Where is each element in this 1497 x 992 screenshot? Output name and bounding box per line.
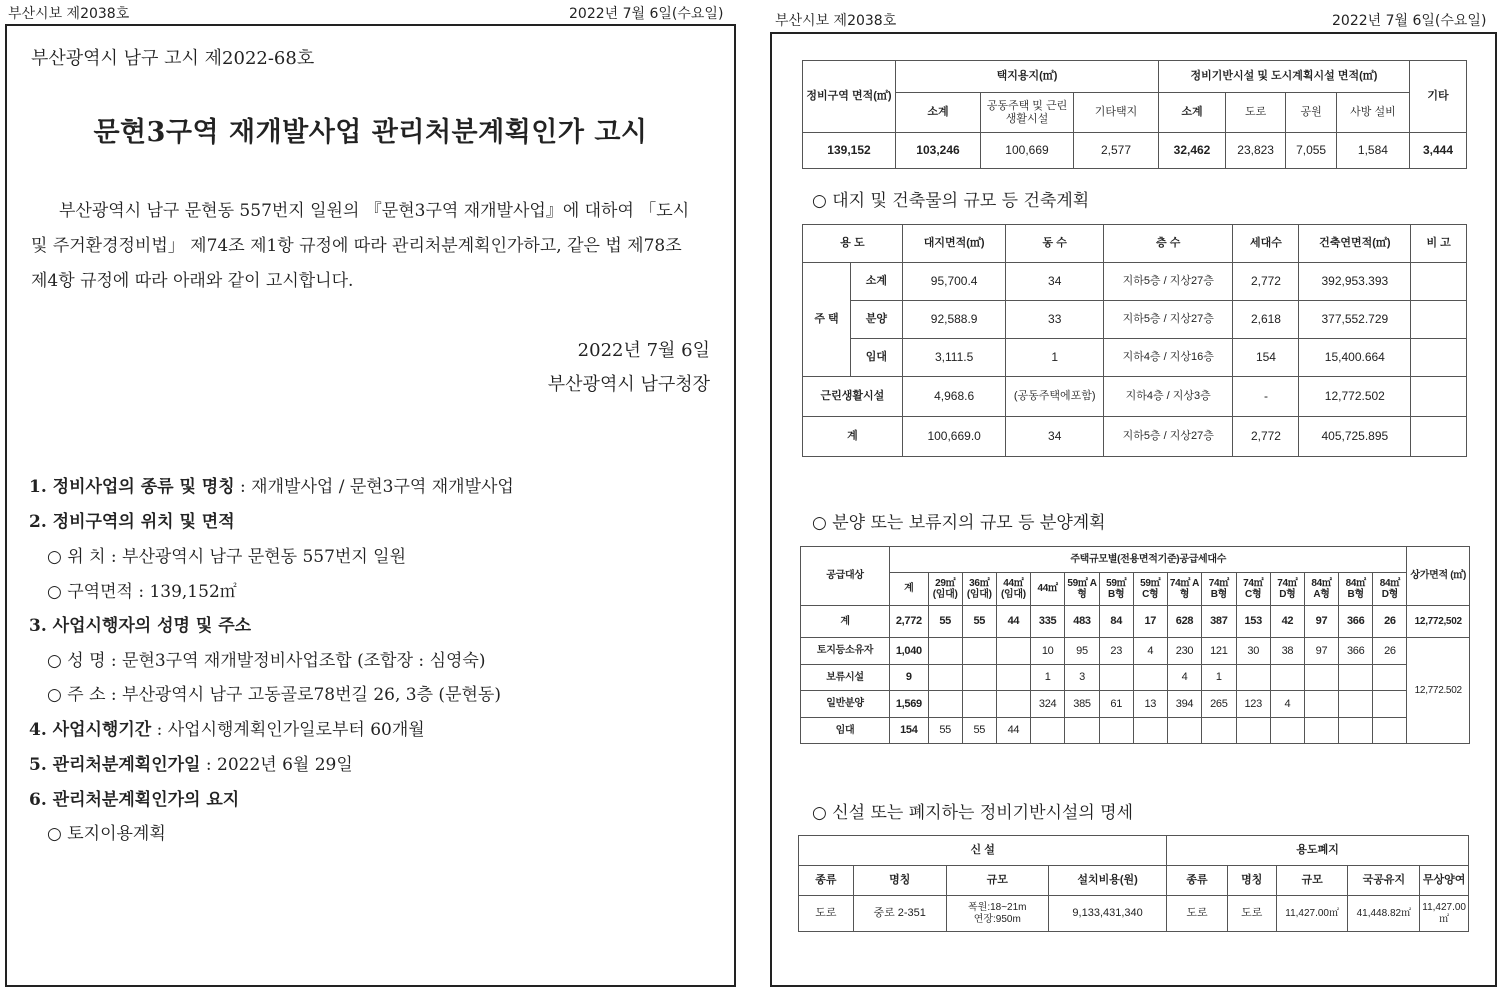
cell: 26 bbox=[1373, 605, 1407, 637]
sales-row bbox=[801, 717, 1470, 743]
cell: 3,111.5 bbox=[902, 339, 1006, 377]
cell: 366 bbox=[1339, 638, 1373, 664]
header-date: 2022년 7월 6일(수요일) bbox=[569, 6, 724, 22]
cell: 30 bbox=[1236, 638, 1270, 664]
row-label: 계 bbox=[801, 605, 890, 637]
cell: 지하5층 / 지상27층 bbox=[1103, 301, 1232, 339]
cell bbox=[962, 664, 996, 690]
cell: 41,448.82㎡ bbox=[1348, 896, 1420, 932]
cell: 1,584 bbox=[1336, 133, 1409, 169]
th: 용 도 bbox=[803, 225, 903, 263]
cell: 2,577 bbox=[1074, 133, 1159, 169]
th: 규모 bbox=[946, 866, 1048, 896]
cell bbox=[962, 638, 996, 664]
cell: 32,462 bbox=[1159, 133, 1226, 169]
cell bbox=[1339, 664, 1373, 690]
th-size: 84㎡ D형 bbox=[1373, 573, 1407, 606]
cell: 13 bbox=[1133, 691, 1167, 717]
cell: 4,968.6 bbox=[902, 377, 1006, 417]
th: 종류 bbox=[1167, 866, 1227, 896]
cell: 26 bbox=[1373, 638, 1407, 664]
sub-location: ○ 위 치 : 부산광역시 남구 문현동 557번지 일원 bbox=[47, 547, 406, 567]
body-line-3: 제4항 규정에 따라 아래와 같이 고시합니다. bbox=[31, 271, 354, 291]
cell: 38 bbox=[1270, 638, 1304, 664]
cell: 12,772.502 bbox=[1299, 377, 1411, 417]
th: 비 고 bbox=[1411, 225, 1467, 263]
cell: 55 bbox=[962, 605, 996, 637]
th-sub: 소계 bbox=[896, 93, 981, 133]
cell: 55 bbox=[928, 605, 962, 637]
header-publication: 부산시보 제2038호 bbox=[8, 6, 130, 22]
cell bbox=[1099, 664, 1133, 690]
cell: 2,772 bbox=[1233, 263, 1299, 301]
cell bbox=[1236, 717, 1270, 743]
cell: 483 bbox=[1065, 605, 1099, 637]
cell: 139,152 bbox=[803, 133, 896, 169]
cell bbox=[1411, 377, 1467, 417]
notice-issuer: 부산광역시 남구청장 bbox=[547, 374, 710, 395]
item-5: 5. 관리처분계획인가일 : 2022년 6월 29일 bbox=[29, 755, 353, 775]
left-page bbox=[5, 24, 736, 987]
cell: 지하4층 / 지상3층 bbox=[1103, 377, 1232, 417]
th-size: 74㎡ D형 bbox=[1270, 573, 1304, 606]
cell: 도로 bbox=[1227, 896, 1276, 932]
notice-date: 2022년 7월 6일 bbox=[577, 340, 710, 361]
sub-land-use: ○ 토지이용계획 bbox=[47, 824, 166, 844]
th-new: 신 설 bbox=[799, 836, 1167, 866]
th: 종류 bbox=[799, 866, 854, 896]
cell: - bbox=[1233, 377, 1299, 417]
item-3: 3. 사업시행자의 성명 및 주소 bbox=[29, 616, 252, 636]
cell: 11,427.00㎡ bbox=[1276, 896, 1348, 932]
cell: 3 bbox=[1065, 664, 1099, 690]
cell: 61 bbox=[1099, 691, 1133, 717]
th-size: 44㎡ bbox=[1030, 573, 1064, 606]
cell: 387 bbox=[1202, 605, 1236, 637]
cell: 392,953.393 bbox=[1299, 263, 1411, 301]
cell: 4 bbox=[1270, 691, 1304, 717]
th-size: 59㎡ C형 bbox=[1133, 573, 1167, 606]
th-area: 정비구역 면적(㎡) bbox=[803, 61, 896, 133]
row-label: 임대 bbox=[850, 339, 902, 377]
header-date-right: 2022년 7월 6일(수요일) bbox=[1332, 13, 1487, 29]
cell: 100,669.0 bbox=[902, 417, 1006, 457]
cell: 1 bbox=[1030, 664, 1064, 690]
cell bbox=[1167, 717, 1201, 743]
cell: 97 bbox=[1304, 605, 1338, 637]
th: 대지면적(㎡) bbox=[902, 225, 1006, 263]
th: 층 수 bbox=[1103, 225, 1232, 263]
right-page bbox=[770, 32, 1497, 987]
sales-row bbox=[801, 691, 1470, 717]
cell bbox=[1133, 664, 1167, 690]
th-size: 계 bbox=[890, 573, 929, 606]
cell: 23,823 bbox=[1226, 133, 1286, 169]
cell: 55 bbox=[962, 717, 996, 743]
th-sub: 기타택지 bbox=[1074, 93, 1159, 133]
cell: 377,552.729 bbox=[1299, 301, 1411, 339]
th-target: 공급대상 bbox=[801, 547, 890, 606]
cell bbox=[1411, 339, 1467, 377]
cell: 44 bbox=[996, 717, 1030, 743]
th-sub: 사방 설비 bbox=[1336, 93, 1409, 133]
row-label: 토지등소유자 bbox=[801, 638, 890, 664]
cell: 394 bbox=[1167, 691, 1201, 717]
cell: 154 bbox=[1233, 339, 1299, 377]
cell bbox=[1065, 717, 1099, 743]
th-size: 74㎡ C형 bbox=[1236, 573, 1270, 606]
cell-commercial-merged: 12,772.502 bbox=[1407, 638, 1470, 744]
notice-title: 문현3구역 재개발사업 관리처분계획인가 고시 bbox=[93, 117, 648, 148]
th-size: 29㎡ (임대) bbox=[928, 573, 962, 606]
cell: 385 bbox=[1065, 691, 1099, 717]
cell bbox=[996, 664, 1030, 690]
cell: 44 bbox=[996, 605, 1030, 637]
th: 무상양여 bbox=[1420, 866, 1469, 896]
th: 건축연면적(㎡) bbox=[1299, 225, 1411, 263]
item-1: 1. 정비사업의 종류 및 명칭 : 재개발사업 / 문현3구역 재개발사업 bbox=[29, 477, 514, 497]
notice-number: 부산광역시 남구 고시 제2022-68호 bbox=[31, 48, 315, 69]
cell: 34 bbox=[1006, 263, 1104, 301]
cell bbox=[1339, 717, 1373, 743]
th-sub: 공동주택 및 근린생활시설 bbox=[981, 93, 1074, 133]
row-label: 분양 bbox=[850, 301, 902, 339]
cell bbox=[928, 691, 962, 717]
cell: 265 bbox=[1202, 691, 1236, 717]
cell bbox=[1030, 717, 1064, 743]
cell bbox=[928, 664, 962, 690]
cell: 95 bbox=[1065, 638, 1099, 664]
sales-row bbox=[801, 664, 1470, 690]
cell bbox=[1304, 691, 1338, 717]
cell bbox=[1202, 717, 1236, 743]
cell: 92,588.9 bbox=[902, 301, 1006, 339]
row-label: 소계 bbox=[850, 263, 902, 301]
th-size: 59㎡ A형 bbox=[1065, 573, 1099, 606]
th-housing: 택지용지(㎡) bbox=[896, 61, 1159, 93]
cell: 23 bbox=[1099, 638, 1133, 664]
cell: 지하4층 / 지상16층 bbox=[1103, 339, 1232, 377]
cell: 도로 bbox=[799, 896, 854, 932]
cell bbox=[996, 691, 1030, 717]
th-sub: 도로 bbox=[1226, 93, 1286, 133]
cell: 335 bbox=[1030, 605, 1064, 637]
th-other: 기타 bbox=[1410, 61, 1467, 133]
cell: 55 bbox=[928, 717, 962, 743]
item-2: 2. 정비구역의 위치 및 면적 bbox=[29, 512, 235, 532]
th-infra: 정비기반시설 및 도시계획시설 면적(㎡) bbox=[1159, 61, 1410, 93]
cell bbox=[1339, 691, 1373, 717]
cell: 366 bbox=[1339, 605, 1373, 637]
land-use-table bbox=[802, 60, 1467, 169]
section-building: ○ 대지 및 건축물의 규모 등 건축계획 bbox=[812, 191, 1090, 211]
cell: 33 bbox=[1006, 301, 1104, 339]
cell bbox=[1099, 717, 1133, 743]
th-size: 44㎡ (임대) bbox=[996, 573, 1030, 606]
cell: 103,246 bbox=[896, 133, 981, 169]
scale-length: 연장:950m bbox=[973, 913, 1021, 925]
housing-label: 주 택 bbox=[803, 263, 851, 377]
cell: 10 bbox=[1030, 638, 1064, 664]
cell bbox=[962, 691, 996, 717]
cell: 154 bbox=[890, 717, 929, 743]
cell: 9 bbox=[890, 664, 929, 690]
th-group: 주택규모별(전용면적기준)공급세대수 bbox=[890, 547, 1407, 573]
cell-commercial-total: 12,772,502 bbox=[1407, 605, 1470, 637]
row-label: 근린생활시설 bbox=[803, 377, 903, 417]
th-sub: 공원 bbox=[1286, 93, 1337, 133]
cell bbox=[1270, 717, 1304, 743]
th-size: 74㎡ A형 bbox=[1167, 573, 1201, 606]
sales-row bbox=[801, 605, 1470, 637]
cell: 97 bbox=[1304, 638, 1338, 664]
scale-width: 폭원:18~21m bbox=[968, 902, 1027, 913]
cell: 230 bbox=[1167, 638, 1201, 664]
item-6: 6. 관리처분계획인가의 요지 bbox=[29, 790, 240, 810]
th-size: 84㎡ A형 bbox=[1304, 573, 1338, 606]
body-line-1: 부산광역시 남구 문현동 557번지 일원의 『문현3구역 재개발사업』에 대하여 「도시 bbox=[59, 201, 690, 221]
cell: 1 bbox=[1202, 664, 1236, 690]
th: 국공유지 bbox=[1348, 866, 1420, 896]
cell: 324 bbox=[1030, 691, 1064, 717]
section-sales: ○ 분양 또는 보류지의 규모 등 분양계획 bbox=[812, 513, 1106, 533]
cell: 지하5층 / 지상27층 bbox=[1103, 263, 1232, 301]
cell bbox=[1270, 664, 1304, 690]
cell: 1,040 bbox=[890, 638, 929, 664]
cell: 1 bbox=[1006, 339, 1104, 377]
cell: 도로 bbox=[1167, 896, 1227, 932]
row-label: 계 bbox=[803, 417, 903, 457]
cell bbox=[1304, 664, 1338, 690]
facility-table bbox=[798, 835, 1469, 932]
header-publication-right: 부산시보 제2038호 bbox=[775, 13, 897, 29]
row-label: 임대 bbox=[801, 717, 890, 743]
cell: 405,725.895 bbox=[1299, 417, 1411, 457]
item-4: 4. 사업시행기간 : 사업시행계획인가일로부터 60개월 bbox=[29, 720, 425, 740]
cell bbox=[1373, 664, 1407, 690]
cell: 1,569 bbox=[890, 691, 929, 717]
th-abolish: 용도폐지 bbox=[1167, 836, 1469, 866]
sub-area: ○ 구역면적 : 139,152㎡ bbox=[47, 582, 237, 602]
section-facility: ○ 신설 또는 폐지하는 정비기반시설의 명세 bbox=[812, 803, 1134, 823]
row-label: 일반분양 bbox=[801, 691, 890, 717]
sub-address: ○ 주 소 : 부산광역시 남구 고동골로78번길 26, 3층 (문현동) bbox=[47, 685, 501, 705]
cell: 7,055 bbox=[1286, 133, 1337, 169]
cell bbox=[996, 638, 1030, 664]
sub-name: ○ 성 명 : 문현3구역 재개발정비사업조합 (조합장 : 심영숙) bbox=[47, 651, 486, 671]
cell bbox=[1411, 263, 1467, 301]
cell bbox=[1304, 717, 1338, 743]
cell: 3,444 bbox=[1410, 133, 1467, 169]
cell: 2,772 bbox=[1233, 417, 1299, 457]
th: 명칭 bbox=[1227, 866, 1276, 896]
cell bbox=[1236, 664, 1270, 690]
th: 설치비용(원) bbox=[1048, 866, 1166, 896]
cell: 95,700.4 bbox=[902, 263, 1006, 301]
th-size: 59㎡ B형 bbox=[1099, 573, 1133, 606]
cell: (공동주택에포함) bbox=[1006, 377, 1104, 417]
cell: 628 bbox=[1167, 605, 1201, 637]
th-commercial: 상가면적 (㎡) bbox=[1407, 547, 1470, 606]
th: 세대수 bbox=[1233, 225, 1299, 263]
th: 규모 bbox=[1276, 866, 1348, 896]
cell: 2,772 bbox=[890, 605, 929, 637]
cell bbox=[1133, 717, 1167, 743]
th-size: 84㎡ B형 bbox=[1339, 573, 1373, 606]
cell: 34 bbox=[1006, 417, 1104, 457]
cell: 4 bbox=[1167, 664, 1201, 690]
cell: 42 bbox=[1270, 605, 1304, 637]
cell bbox=[928, 638, 962, 664]
cell bbox=[1373, 691, 1407, 717]
cell: 123 bbox=[1236, 691, 1270, 717]
cell bbox=[1373, 717, 1407, 743]
building-table bbox=[802, 224, 1467, 457]
cell: 15,400.664 bbox=[1299, 339, 1411, 377]
th-size: 74㎡ B형 bbox=[1202, 573, 1236, 606]
th: 명칭 bbox=[853, 866, 946, 896]
cell: 11,427.00㎡ bbox=[1420, 896, 1469, 932]
th-size: 36㎡ (임대) bbox=[962, 573, 996, 606]
th-sub: 소계 bbox=[1159, 93, 1226, 133]
cell: 153 bbox=[1236, 605, 1270, 637]
cell: 중로 2-351 bbox=[853, 896, 946, 932]
cell: 4 bbox=[1133, 638, 1167, 664]
sales-row bbox=[801, 638, 1470, 664]
cell: 100,669 bbox=[981, 133, 1074, 169]
body-line-2: 및 주거환경정비법」 제74조 제1항 규정에 따라 관리처분계획인가하고, 같은 법 제78조 bbox=[31, 236, 682, 256]
cell: 지하5층 / 지상27층 bbox=[1103, 417, 1232, 457]
cell-scale bbox=[946, 896, 1048, 932]
sales-table bbox=[800, 546, 1470, 744]
row-label: 보류시설 bbox=[801, 664, 890, 690]
cell: 9,133,431,340 bbox=[1048, 896, 1166, 932]
cell: 121 bbox=[1202, 638, 1236, 664]
th: 동 수 bbox=[1006, 225, 1104, 263]
cell bbox=[1411, 301, 1467, 339]
cell: 17 bbox=[1133, 605, 1167, 637]
cell: 84 bbox=[1099, 605, 1133, 637]
cell bbox=[1411, 417, 1467, 457]
cell: 2,618 bbox=[1233, 301, 1299, 339]
